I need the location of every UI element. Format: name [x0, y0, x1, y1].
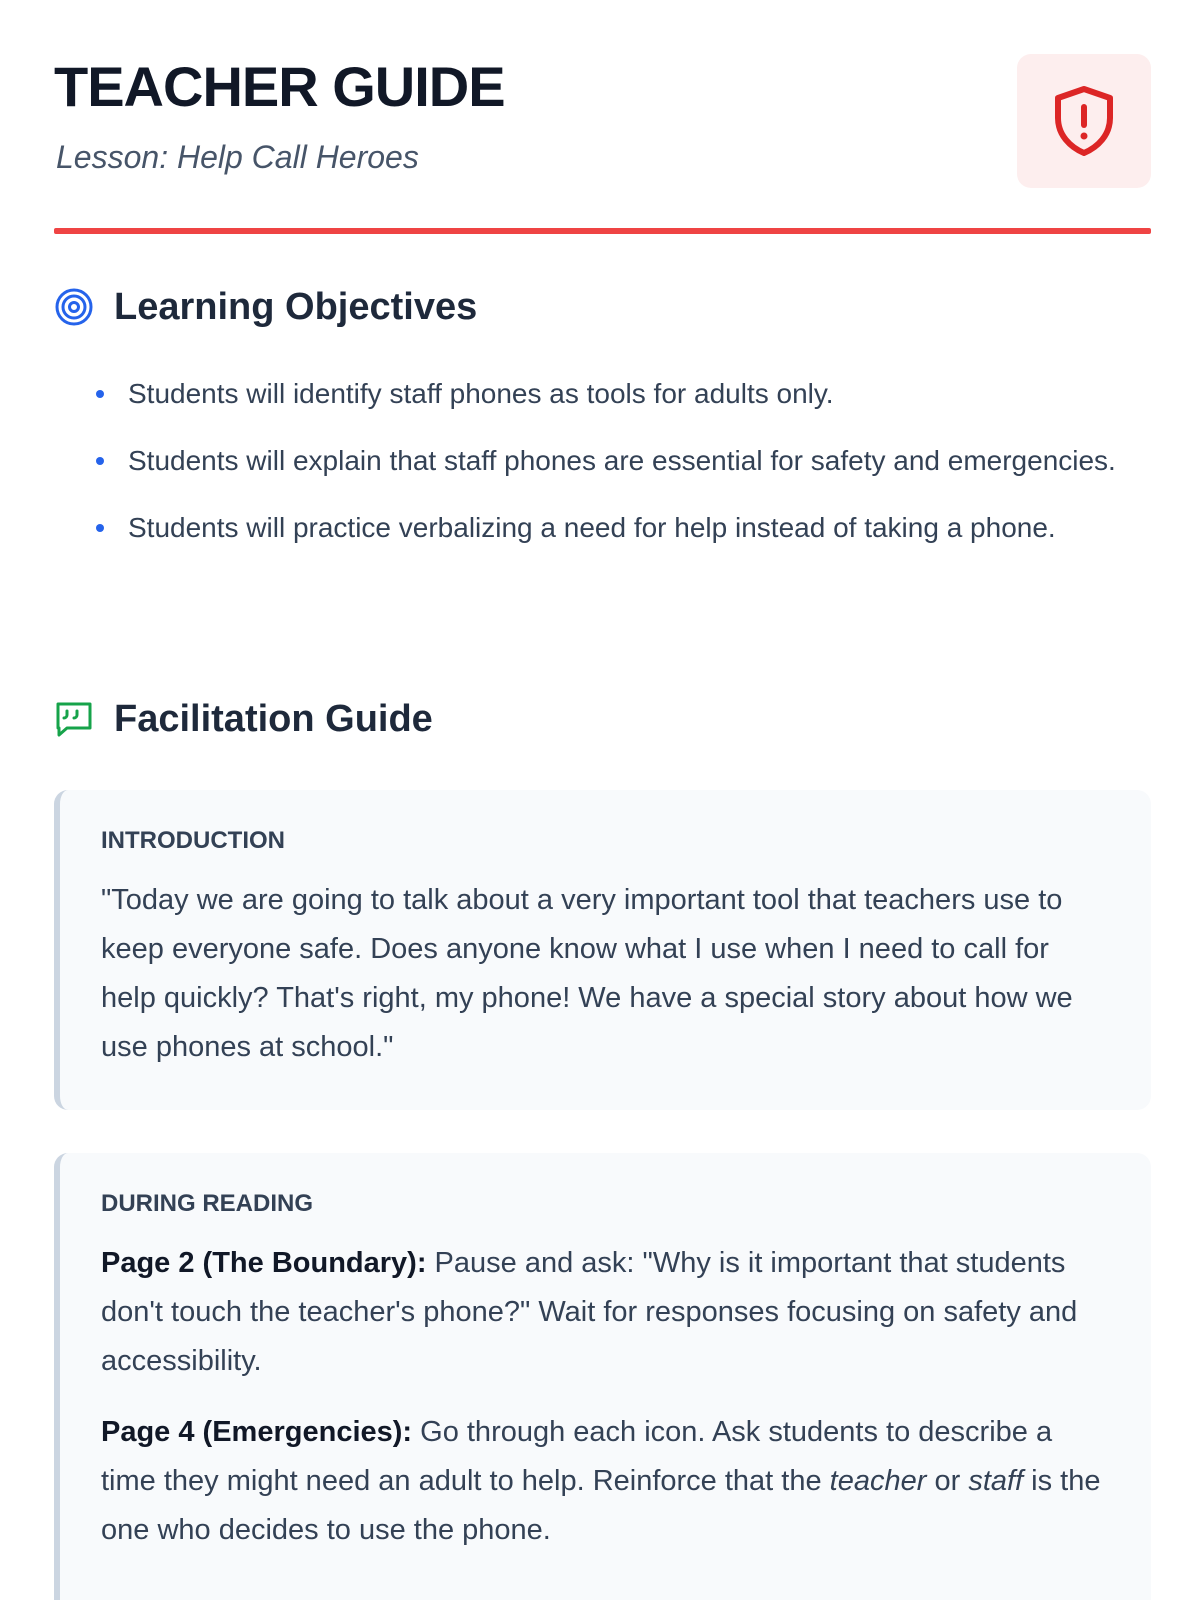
list-item: Students will practice verbalizing a need for help instead of taking a phone.: [96, 504, 1146, 551]
shield-alert-icon: [1052, 85, 1116, 157]
objectives-list: [96, 370, 1146, 571]
emphasis-staff: staff: [968, 1465, 1024, 1497]
page-title: TEACHER GUIDE: [54, 55, 505, 118]
bullet-icon: [96, 524, 104, 532]
safety-badge: [1017, 54, 1151, 188]
introduction-card: [54, 790, 1151, 1110]
emphasis-teacher: teacher: [829, 1465, 927, 1497]
during-reading-label: DURING READING: [101, 1190, 314, 1217]
introduction-text: "Today we are going to talk about a very important tool that teachers use to keep everyone safe. Does anyone know what I use when I need to call for help quickly? That's right, my phone! We have a special story about how we use phones at school.": [101, 884, 1073, 1063]
bullet-icon: [96, 457, 104, 465]
facilitation-heading: [54, 696, 433, 742]
facilitation-title: Facilitation Guide: [114, 698, 433, 740]
page2-text: Pause and ask: "Why is it important that students don't touch the teacher's phone?" Wait for responses focusing on safety and accessibility.: [101, 1247, 1078, 1377]
during-reading-card: [54, 1153, 1151, 1600]
header: [54, 54, 1151, 234]
page2-note: [101, 1239, 1111, 1386]
lesson-subtitle: Lesson: Help Call Heroes: [56, 139, 419, 175]
header-divider: [54, 228, 1151, 234]
target-icon: [54, 287, 94, 327]
quote-bubble-icon: [54, 699, 94, 739]
list-item: Students will explain that staff phones are essential for safety and emergencies.: [96, 437, 1146, 484]
page2-title: Page 2 (The Boundary):: [101, 1247, 427, 1279]
page4-title: Page 4 (Emergencies):: [101, 1416, 413, 1448]
bullet-icon: [96, 390, 104, 398]
objectives-title: Learning Objectives: [114, 286, 478, 328]
objectives-heading: [54, 284, 477, 330]
introduction-label: INTRODUCTION: [101, 827, 285, 854]
list-item: Students will identify staff phones as tools for adults only.: [96, 370, 1146, 417]
page4-note: Page 4 (Emergencies): Go through each icon. Ask students to describe a time they might need an adult to help. Reinforce that the teacher or staff is the one who decides to use the phone.: [101, 1416, 1101, 1546]
